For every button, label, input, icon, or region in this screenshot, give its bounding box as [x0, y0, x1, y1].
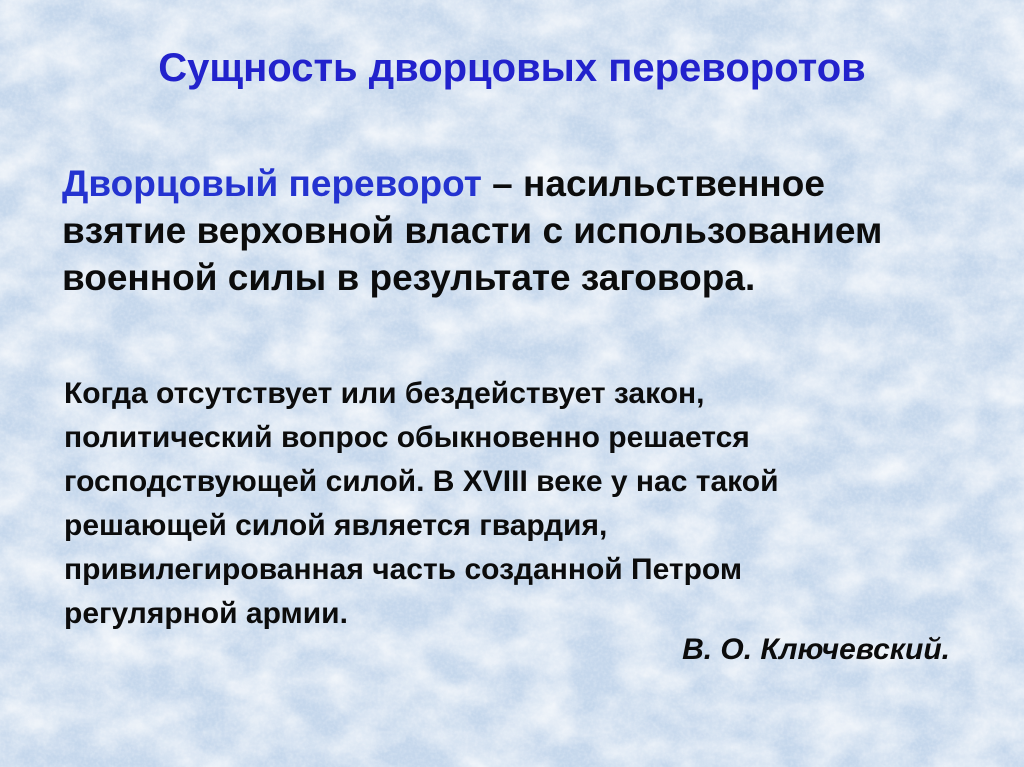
text-line: военной силы в результате заговора.: [62, 257, 756, 298]
quote-paragraph: [64, 372, 984, 636]
slide-title: Сущность дворцовых переворотов: [158, 46, 866, 90]
quote-attribution: В. О. Ключевский.: [682, 633, 950, 666]
text-line: привилегированная часть созданной Петром: [64, 553, 743, 586]
definition-after-term: – насильственное: [481, 163, 825, 204]
definition-rest-lines: [62, 207, 984, 301]
text-line: господствующей силой. В XVIII веке у нас такой: [64, 465, 779, 498]
definition-paragraph: [62, 160, 984, 301]
text-line: регулярной армии.: [64, 597, 348, 630]
definition-term: Дворцовый переворот: [62, 163, 482, 204]
definition-first-line: [62, 160, 984, 207]
text-line: решающей силой является гвардия,: [64, 509, 608, 542]
text-line: Когда отсутствует или бездействует закон,: [64, 377, 705, 410]
text-line: политический вопрос обыкновенно решается: [64, 421, 750, 454]
text-line: взятие верховной власти с использованием: [62, 210, 883, 251]
